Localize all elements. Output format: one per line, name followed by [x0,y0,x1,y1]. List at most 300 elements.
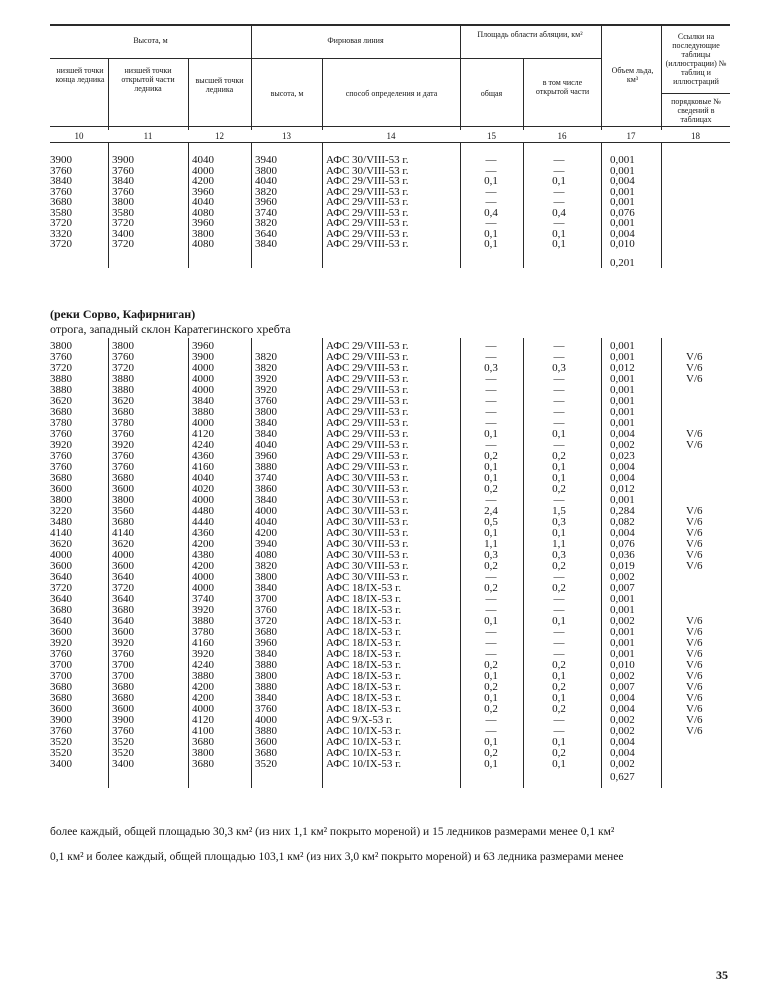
area-total-cell: 0,2 [484,582,498,594]
ice-volume-cell: 0,076 [610,538,635,550]
highest-cell: 4000 [192,571,214,583]
area-open-cell: 0,1 [552,670,566,682]
lowest-end-cell: 3760 [50,351,72,363]
column-numbers-rule [50,142,730,143]
col-number: 17 [626,131,636,141]
area-open-cell: 0,1 [552,692,566,704]
firn-height-cell: 3840 [255,692,277,704]
ice-volume-cell: 0,284 [610,505,635,517]
highest-cell: 3880 [192,615,214,627]
area-total-cell: 0,1 [484,238,498,250]
ice-volume-cell: 0,001 [610,626,635,638]
method-date-cell: АФС 29/VIII-53 г. [326,206,409,219]
highest-cell: 3900 [192,351,214,363]
lowest-open-cell: 3400 [112,227,134,240]
highest-cell: 4440 [192,516,214,528]
area-open-cell: — [553,373,565,385]
highest-cell: 3920 [192,604,214,616]
divider [523,142,524,268]
lowest-open-cell: 3880 [112,373,134,385]
lowest-end-cell: 3520 [50,747,72,759]
method-date-cell: АФС 30/VIII-53 г. [326,549,409,561]
lowest-open-cell: 3900 [112,154,134,166]
footer-line-1: более каждый, общей площадью 30,3 км² (из них 1,1 км² покрыто мореной) и 15 ледников размерами менее 0,1 км² [50,826,615,838]
lowest-end-cell: 3620 [50,395,72,407]
area-total-cell: 0,2 [484,681,498,693]
lowest-open-cell: 3520 [112,747,134,759]
lowest-end-cell: 3720 [50,582,72,594]
method-date-cell: АФС 29/VIII-53 г. [326,461,409,473]
area-open-cell: 0,2 [552,703,566,715]
method-date-cell: АФС 18/IX-53 г. [326,615,402,627]
lowest-open-cell: 3640 [112,571,134,583]
area-open-cell: 0,2 [552,747,566,759]
area-total-cell: 0,2 [484,747,498,759]
firn-height-cell: 3820 [255,217,277,229]
volume-total: 0,201 [610,257,635,269]
divider [108,338,109,788]
method-date-cell: АФС 18/IX-53 г. [326,703,402,715]
group-area-label: Площадь области абляции, км² [477,30,583,39]
highest-cell: 4120 [192,714,214,726]
area-open-cell: 0,1 [552,615,566,627]
area-open-cell: — [553,593,565,605]
ice-volume-cell: 0,001 [610,164,635,177]
lowest-open-cell: 3600 [112,626,134,638]
lowest-open-cell: 3760 [112,648,134,660]
area-open-cell: — [553,340,565,352]
lowest-open-cell: 3620 [112,395,134,407]
firn-height-cell: 3640 [255,227,277,240]
area-total-cell: — [485,406,497,418]
area-total-cell: 0,2 [484,483,498,495]
lowest-open-cell: 4140 [112,527,134,539]
lowest-end-cell: 3800 [50,494,72,506]
area-open-cell: 0,3 [552,516,566,528]
area-open-cell: — [553,714,565,726]
volume-total: 0,627 [610,771,635,783]
ice-volume-cell: 0,036 [610,549,635,561]
area-total-cell: 0,1 [484,736,498,748]
lowest-end-cell: 3320 [50,227,72,240]
lowest-open-cell: 3680 [112,516,134,528]
area-total-cell: — [485,725,497,737]
ref-cell: V/6 [686,373,703,385]
lowest-open-cell: 3760 [112,461,134,473]
highest-cell: 3780 [192,626,214,638]
ice-volume-cell: 0,001 [610,417,635,429]
highest-cell: 4200 [192,538,214,550]
firn-height-cell: 4040 [255,516,277,528]
method-date-cell: АФС 29/VIII-53 г. [326,384,409,396]
ref-cell: V/6 [686,516,703,528]
firn-height-cell: 3840 [255,417,277,429]
highest-cell: 4380 [192,549,214,561]
lowest-end-cell: 3760 [50,185,72,198]
lowest-end-cell: 4000 [50,549,72,561]
area-total-cell: — [485,185,497,198]
ref-cell: V/6 [686,648,703,660]
area-open-cell: — [553,154,565,166]
area-total-cell: — [485,637,497,649]
col-16-label: в том числе открытой части [535,78,590,96]
highest-cell: 4040 [192,154,214,166]
highest-cell: 4080 [192,238,214,250]
area-total-cell: 0,1 [484,670,498,682]
firn-height-cell: 3820 [255,560,277,572]
firn-height-cell: 4200 [255,527,277,539]
area-open-cell: — [553,395,565,407]
highest-cell: 4020 [192,483,214,495]
ref-cell: V/6 [686,714,703,726]
ref-cell: V/6 [686,549,703,561]
ref-cell: V/6 [686,538,703,550]
area-open-cell: 0,1 [552,758,566,770]
area-total-cell: — [485,714,497,726]
lowest-open-cell: 3720 [112,217,134,229]
ice-volume-cell: 0,023 [610,450,635,462]
divider [108,142,109,268]
ref-cell: V/6 [686,703,703,715]
area-open-cell: — [553,439,565,451]
divider [322,58,323,130]
firn-height-cell: 3760 [255,703,277,715]
lowest-end-cell: 3580 [50,206,72,219]
firn-height-cell: 3920 [255,384,277,396]
area-open-cell: 0,1 [552,736,566,748]
area-total-cell: — [485,340,497,352]
lowest-end-cell: 3680 [50,406,72,418]
lowest-end-cell: 3680 [50,472,72,484]
firn-height-cell: 3880 [255,659,277,671]
ice-volume-cell: 0,010 [610,238,635,250]
firn-height-cell: 3800 [255,406,277,418]
ref-cell: V/6 [686,615,703,627]
area-open-cell: — [553,626,565,638]
lowest-open-cell: 3680 [112,604,134,616]
lowest-open-cell: 3920 [112,439,134,451]
method-date-cell: АФС 30/VIII-53 г. [326,164,409,177]
area-total-cell: 0,1 [484,472,498,484]
area-open-cell: 0,1 [552,527,566,539]
lowest-open-cell: 3760 [112,164,134,177]
lowest-open-cell: 3760 [112,351,134,363]
lowest-end-cell: 3720 [50,362,72,374]
firn-height-cell: 3740 [255,206,277,219]
firn-height-cell: 3520 [255,758,277,770]
firn-height-cell: 3800 [255,670,277,682]
area-open-cell: — [553,351,565,363]
divider [661,24,662,130]
ice-volume-cell: 0,004 [610,461,635,473]
method-date-cell: АФС 29/VIII-53 г. [326,185,409,198]
area-total-cell: 0,3 [484,549,498,561]
highest-cell: 4040 [192,472,214,484]
section-title: (реки Сорво, Кафирниган) [50,307,196,321]
highest-cell: 4200 [192,175,214,187]
area-total-cell: 0,2 [484,560,498,572]
lowest-open-cell: 3760 [112,450,134,462]
col-12-label: высшей точки ледника [195,76,244,94]
ice-volume-cell: 0,001 [610,637,635,649]
ice-volume-cell: 0,001 [610,648,635,660]
lowest-end-cell: 3840 [50,175,72,187]
firn-height-cell: 3720 [255,615,277,627]
col-number: 13 [282,131,291,141]
area-total-cell: 1,1 [484,538,498,550]
header-top-rule [50,24,730,26]
ice-volume-cell: 0,082 [610,516,635,528]
ice-volume-cell: 0,004 [610,472,635,484]
area-total-cell: 0,2 [484,703,498,715]
ref-cell: V/6 [686,626,703,638]
lowest-open-cell: 3800 [112,196,134,208]
ref-cell: V/6 [686,527,703,539]
highest-cell: 4360 [192,450,214,462]
firn-height-cell: 3600 [255,736,277,748]
firn-height-cell: 3860 [255,483,277,495]
ice-volume-cell: 0,001 [610,604,635,616]
lowest-open-cell: 3900 [112,714,134,726]
area-total-cell: 0,1 [484,615,498,627]
area-total-cell: — [485,384,497,396]
divider [251,338,252,788]
area-open-cell: 0,1 [552,428,566,440]
lowest-open-cell: 3760 [112,428,134,440]
lowest-open-cell: 3800 [112,494,134,506]
method-date-cell: АФС 30/VIII-53 г. [326,494,409,506]
area-total-cell: 0,3 [484,362,498,374]
lowest-end-cell: 3680 [50,604,72,616]
lowest-end-cell: 3880 [50,384,72,396]
lowest-end-cell: 3520 [50,736,72,748]
col-number: 11 [143,131,153,141]
highest-cell: 3960 [192,217,214,229]
lowest-end-cell: 3920 [50,637,72,649]
method-date-cell: АФС 18/IX-53 г. [326,604,402,616]
lowest-open-cell: 3720 [112,238,134,250]
firn-height-cell: 4040 [255,439,277,451]
ice-volume-cell: 0,001 [610,406,635,418]
area-total-cell: 0,2 [484,659,498,671]
ice-volume-cell: 0,007 [610,582,635,594]
area-total-cell: — [485,626,497,638]
firn-height-cell: 3840 [255,238,277,250]
col-number: 14 [386,131,396,141]
ice-volume-cell: 0,001 [610,373,635,385]
area-open-cell: 1,1 [552,538,566,550]
area-total-cell: — [485,351,497,363]
divider [188,142,189,268]
highest-cell: 4000 [192,164,214,177]
highest-cell: 4160 [192,637,214,649]
lowest-open-cell: 3620 [112,538,134,550]
divider [251,142,252,268]
lowest-open-cell: 3520 [112,736,134,748]
area-total-cell: — [485,593,497,605]
area-open-cell: — [553,604,565,616]
firn-height-cell: 3820 [255,185,277,198]
highest-cell: 3960 [192,340,214,352]
area-open-cell: — [553,196,565,208]
ice-volume-cell: 0,010 [610,659,635,671]
ice-volume-cell: 0,001 [610,185,635,198]
col-15-label: общая [480,89,503,98]
lowest-open-cell: 3680 [112,406,134,418]
lowest-end-cell: 3780 [50,417,72,429]
lowest-open-cell: 3600 [112,483,134,495]
firn-height-cell: 3880 [255,461,277,473]
ref-cell: V/6 [686,505,703,517]
method-date-cell: АФС 29/VIII-53 г. [326,417,409,429]
firn-height-cell: 3880 [255,725,277,737]
lowest-end-cell: 3920 [50,439,72,451]
firn-height-cell: 3680 [255,626,277,638]
lowest-end-cell: 3880 [50,373,72,385]
method-date-cell: АФС 10/IX-53 г. [326,736,402,748]
divider [523,338,524,788]
highest-cell: 4200 [192,681,214,693]
divider [460,338,461,788]
area-total-cell: 0,1 [484,175,498,187]
lowest-end-cell: 3600 [50,703,72,715]
col-number: 12 [215,131,224,141]
ice-volume-cell: 0,002 [610,758,635,770]
method-date-cell: АФС 18/IX-53 г. [326,670,402,682]
area-total-cell: — [485,395,497,407]
method-date-cell: АФС 29/VIII-53 г. [326,351,409,363]
area-open-cell: — [553,217,565,229]
area-open-cell: — [553,637,565,649]
ice-volume-cell: 0,004 [610,175,635,187]
lowest-end-cell: 3680 [50,681,72,693]
lowest-open-cell: 3880 [112,384,134,396]
highest-cell: 4100 [192,725,214,737]
highest-cell: 4000 [192,582,214,594]
highest-cell: 4200 [192,560,214,572]
ice-volume-cell: 0,004 [610,428,635,440]
highest-cell: 4240 [192,439,214,451]
divider [661,338,662,788]
firn-height-cell: 4000 [255,714,277,726]
col-number: 16 [557,131,567,141]
ref-cell: V/6 [686,362,703,374]
group-height-label: Высота, м [133,36,168,45]
ice-volume-cell: 0,004 [610,736,635,748]
method-date-cell: АФС 18/IX-53 г. [326,659,402,671]
area-total-cell: — [485,604,497,616]
highest-cell: 3800 [192,227,214,240]
lowest-open-cell: 3800 [112,340,134,352]
lowest-end-cell: 3760 [50,725,72,737]
divider [661,142,662,268]
lowest-open-cell: 3780 [112,417,134,429]
lowest-end-cell: 3620 [50,538,72,550]
area-open-cell: 0,3 [552,362,566,374]
ice-volume-cell: 0,001 [610,340,635,352]
header-mid-rule [50,58,601,59]
highest-cell: 3680 [192,736,214,748]
method-date-cell: АФС 29/VIII-53 г. [326,428,409,440]
firn-height-cell: 3840 [255,494,277,506]
firn-height-cell: 3840 [255,428,277,440]
area-total-cell: 2,4 [484,505,498,517]
ice-volume-cell: 0,002 [610,439,635,451]
method-date-cell: АФС 18/IX-53 г. [326,692,402,704]
firn-height-cell: 3760 [255,395,277,407]
ice-volume-cell: 0,001 [610,196,635,208]
header-bottom-rule [50,126,730,127]
area-open-cell: 0,2 [552,681,566,693]
area-open-cell: 0,2 [552,450,566,462]
area-open-cell: 0,1 [552,238,566,250]
lowest-end-cell: 3640 [50,615,72,627]
lowest-open-cell: 3700 [112,670,134,682]
highest-cell: 4000 [192,417,214,429]
divider [601,142,602,268]
method-date-cell: АФС 30/VIII-53 г. [326,472,409,484]
lowest-end-cell: 3600 [50,483,72,495]
lowest-end-cell: 3480 [50,516,72,528]
col-14-label: способ определения и дата [345,89,438,98]
lowest-end-cell: 3600 [50,626,72,638]
lowest-end-cell: 3900 [50,154,72,166]
area-total-cell: — [485,648,497,660]
area-open-cell: 0,2 [552,560,566,572]
lowest-open-cell: 3700 [112,659,134,671]
area-open-cell: 0,1 [552,227,566,240]
ice-volume-cell: 0,076 [610,206,635,219]
highest-cell: 4000 [192,373,214,385]
divider [601,24,602,130]
method-date-cell: АФС 29/VIII-53 г. [326,395,409,407]
ice-volume-cell: 0,004 [610,692,635,704]
lowest-end-cell: 3760 [50,648,72,660]
highest-cell: 3880 [192,670,214,682]
firn-height-cell: 3680 [255,747,277,759]
volume-label: Объем льда, км³ [611,66,654,84]
method-date-cell: АФС 29/VIII-53 г. [326,340,409,352]
lowest-end-cell: 3700 [50,670,72,682]
group-firn-label: Фирновая линия [327,36,384,45]
method-date-cell: АФС 30/VIII-53 г. [326,505,409,517]
area-total-cell: — [485,196,497,208]
divider [322,338,323,788]
ice-volume-cell: 0,012 [610,362,635,374]
lowest-open-cell: 3580 [112,206,134,219]
ice-volume-cell: 0,004 [610,747,635,759]
method-date-cell: АФС 10/IX-53 г. [326,758,402,770]
ref-cell: V/6 [686,725,703,737]
col-10-label: низшей точки конца ледника [55,66,105,84]
method-date-cell: АФС 30/VIII-53 г. [326,483,409,495]
refs-bottom-label: порядковые № сведений в таблицах [671,97,721,124]
lowest-open-cell: 3600 [112,560,134,572]
method-date-cell: АФС 10/IX-53 г. [326,747,402,759]
area-total-cell: — [485,217,497,229]
area-open-cell: — [553,725,565,737]
ref-cell: V/6 [686,681,703,693]
area-open-cell: 0,1 [552,461,566,473]
col-13-label: высота, м [270,89,304,98]
highest-cell: 4160 [192,461,214,473]
ice-volume-cell: 0,002 [610,714,635,726]
area-total-cell: — [485,494,497,506]
firn-height-cell: 3740 [255,472,277,484]
lowest-end-cell: 3400 [50,758,72,770]
firn-height-cell: 3840 [255,648,277,660]
highest-cell: 4000 [192,703,214,715]
